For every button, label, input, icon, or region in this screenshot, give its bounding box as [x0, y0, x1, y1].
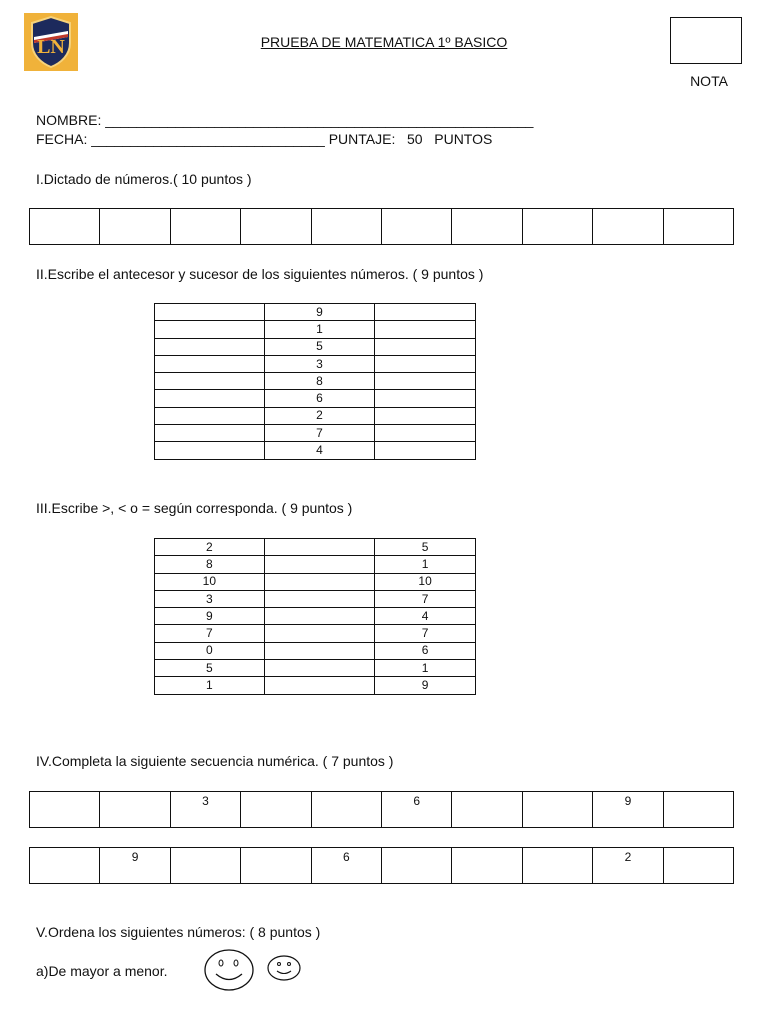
sequence-row-2: [29, 847, 734, 884]
sequence-box: 2: [593, 848, 663, 883]
table-cell[interactable]: [155, 355, 265, 372]
table-cell[interactable]: [264, 539, 374, 556]
sequence-box[interactable]: [30, 792, 100, 827]
dictation-box[interactable]: [382, 209, 452, 244]
grade-box[interactable]: [670, 17, 742, 64]
table-row: [155, 304, 476, 321]
table-cell: 1: [155, 677, 265, 694]
table-row: [155, 556, 476, 573]
table-cell[interactable]: [375, 304, 476, 321]
table-cell[interactable]: [264, 590, 374, 607]
table-cell[interactable]: [155, 407, 265, 424]
dictation-box[interactable]: [523, 209, 593, 244]
name-line: NOMBRE: _______________________________________________________: [36, 112, 534, 128]
table-cell: 3: [155, 590, 265, 607]
sequence-box[interactable]: [664, 848, 733, 883]
sequence-box[interactable]: [523, 848, 593, 883]
table-cell: 3: [264, 355, 375, 372]
table-cell: 10: [375, 573, 476, 590]
table-row: [155, 425, 476, 442]
date-score-line: FECHA: ______________________________ PUNTAJE: 50 PUNTOS: [36, 131, 493, 147]
section5-subheading: a)De mayor a menor.: [36, 963, 168, 979]
table-cell: 5: [155, 660, 265, 677]
table-row: [155, 355, 476, 372]
sequence-box[interactable]: [664, 792, 733, 827]
table-cell: 1: [375, 660, 476, 677]
dictation-box[interactable]: [241, 209, 311, 244]
table-cell[interactable]: [155, 442, 265, 459]
sequence-row-1: [29, 791, 734, 828]
table-row: [155, 407, 476, 424]
sequence-box: 3: [171, 792, 241, 827]
sequence-box[interactable]: [241, 848, 311, 883]
table-cell: 7: [264, 425, 375, 442]
sequence-box[interactable]: [171, 848, 241, 883]
section4-heading: IV.Completa la siguiente secuencia numérica. ( 7 puntos ): [36, 753, 394, 769]
comparison-table: [154, 538, 476, 695]
dictation-box[interactable]: [452, 209, 522, 244]
grade-label: NOTA: [690, 73, 728, 89]
table-cell: 1: [375, 556, 476, 573]
table-cell[interactable]: [375, 338, 476, 355]
table-cell: 6: [375, 642, 476, 659]
smiley-face-icon: [268, 956, 300, 980]
section3-heading: III.Escribe >, < o = según corresponda. ( 9 puntos ): [36, 500, 353, 516]
table-cell: 7: [375, 590, 476, 607]
table-cell[interactable]: [155, 373, 265, 390]
table-cell[interactable]: [264, 642, 374, 659]
sequence-box[interactable]: [523, 792, 593, 827]
table-cell: 9: [155, 608, 265, 625]
table-cell: 4: [264, 442, 375, 459]
table-cell: 9: [264, 304, 375, 321]
table-cell[interactable]: [264, 660, 374, 677]
section2-heading: II.Escribe el antecesor y sucesor de los siguientes números. ( 9 puntos ): [36, 266, 484, 282]
sequence-box[interactable]: [452, 792, 522, 827]
table-cell[interactable]: [375, 407, 476, 424]
predecessor-successor-table: [154, 303, 476, 460]
table-cell: 1: [264, 321, 375, 338]
sequence-box[interactable]: [100, 792, 170, 827]
table-cell: 10: [155, 573, 265, 590]
table-row: [155, 321, 476, 338]
table-cell: 8: [264, 373, 375, 390]
table-cell: 7: [375, 625, 476, 642]
table-cell: 9: [375, 677, 476, 694]
table-row: [155, 642, 476, 659]
table-cell[interactable]: [155, 390, 265, 407]
table-cell[interactable]: [155, 304, 265, 321]
table-row: [155, 573, 476, 590]
table-row: [155, 390, 476, 407]
table-cell: 2: [264, 407, 375, 424]
sequence-box: 6: [312, 848, 382, 883]
table-cell[interactable]: [264, 625, 374, 642]
smiley-faces: [203, 949, 303, 998]
table-row: [155, 677, 476, 694]
table-cell: 5: [264, 338, 375, 355]
sequence-box: 6: [382, 792, 452, 827]
table-cell[interactable]: [264, 677, 374, 694]
table-cell[interactable]: [375, 442, 476, 459]
section1-heading: I.Dictado de números.( 10 puntos ): [36, 171, 252, 187]
dictation-box[interactable]: [30, 209, 100, 244]
table-cell[interactable]: [264, 608, 374, 625]
sequence-box[interactable]: [312, 792, 382, 827]
table-row: [155, 625, 476, 642]
smiley-face-icon: [205, 950, 253, 990]
table-cell: 7: [155, 625, 265, 642]
logo-text: LN: [37, 36, 65, 58]
dictation-box[interactable]: [100, 209, 170, 244]
table-cell: 0: [155, 642, 265, 659]
table-cell[interactable]: [375, 373, 476, 390]
table-cell: 5: [375, 539, 476, 556]
sequence-box[interactable]: [241, 792, 311, 827]
sequence-box[interactable]: [382, 848, 452, 883]
table-cell[interactable]: [264, 573, 374, 590]
table-cell[interactable]: [375, 425, 476, 442]
section5-heading: V.Ordena los siguientes números: ( 8 puntos ): [36, 924, 321, 940]
table-cell[interactable]: [375, 390, 476, 407]
page-title: PRUEBA DE MATEMATICA 1º BASICO: [260, 34, 508, 50]
table-cell: 8: [155, 556, 265, 573]
table-row: [155, 338, 476, 355]
table-row: [155, 373, 476, 390]
table-cell: 4: [375, 608, 476, 625]
table-row: [155, 608, 476, 625]
dictation-box[interactable]: [171, 209, 241, 244]
table-row: [155, 660, 476, 677]
table-cell[interactable]: [264, 556, 374, 573]
sequence-box[interactable]: [30, 848, 100, 883]
sequence-box: 9: [100, 848, 170, 883]
dictation-box[interactable]: [312, 209, 382, 244]
dictation-box[interactable]: [593, 209, 663, 244]
table-cell[interactable]: [155, 321, 265, 338]
table-row: [155, 442, 476, 459]
dictation-boxes: [29, 208, 734, 245]
table-cell[interactable]: [375, 321, 476, 338]
sequence-box[interactable]: [452, 848, 522, 883]
table-cell: 6: [264, 390, 375, 407]
table-cell: 2: [155, 539, 265, 556]
table-cell[interactable]: [155, 425, 265, 442]
table-row: [155, 590, 476, 607]
table-cell[interactable]: [155, 338, 265, 355]
table-cell[interactable]: [375, 355, 476, 372]
sequence-box: 9: [593, 792, 663, 827]
table-row: [155, 539, 476, 556]
dictation-box[interactable]: [664, 209, 733, 244]
